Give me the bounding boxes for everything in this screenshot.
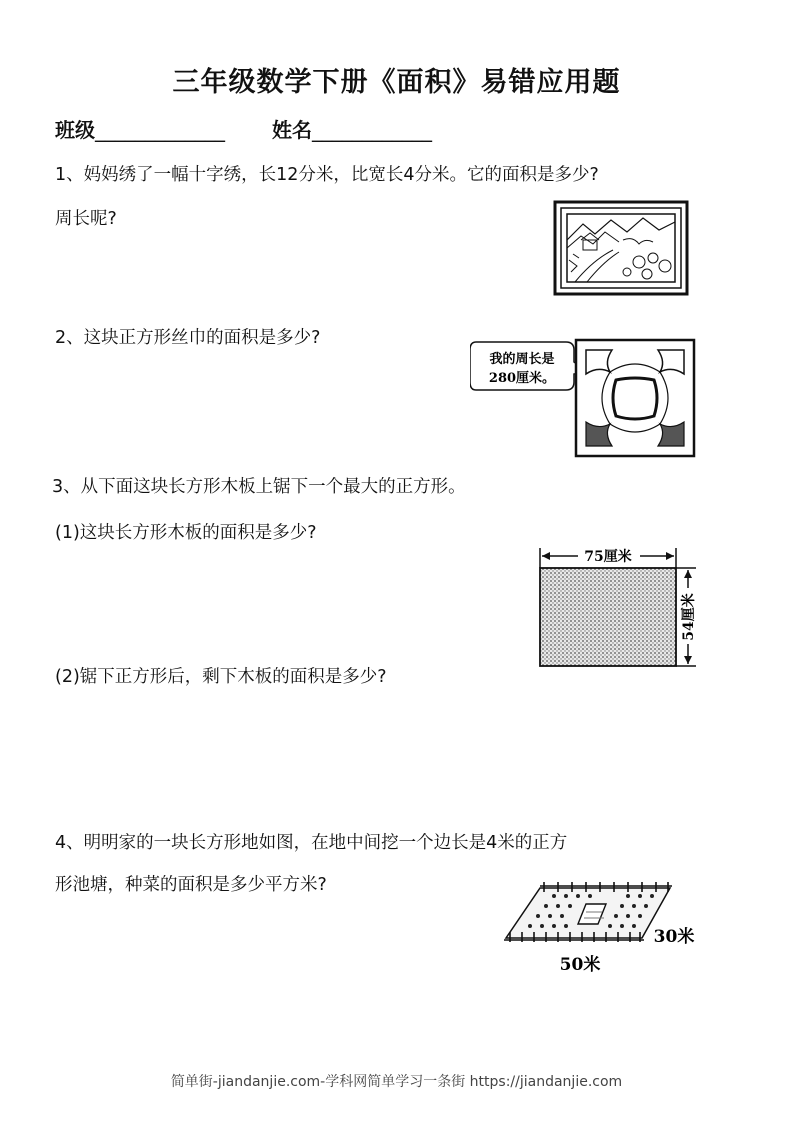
name-label: 姓名 — [272, 118, 312, 142]
question-2-text: 2、这块正方形丝巾的面积是多少? — [55, 328, 321, 348]
cross-stitch-picture — [553, 200, 689, 298]
class-label: 班级 — [55, 118, 95, 142]
field-width-label: 50米 — [559, 955, 601, 975]
question-3-sub-1: (1)这块长方形木板的面积是多少? — [55, 523, 317, 543]
name-blank: ____________ — [312, 118, 432, 142]
question-3-sub-2: (2)锯下正方形后，剩下木板的面积是多少? — [55, 667, 387, 687]
class-blank: _____________ — [95, 118, 225, 142]
question-1-line-1: 1、妈妈绣了一幅十字绣，长12分米，比宽长4分米。它的面积是多少? — [55, 165, 599, 185]
bubble-line-1: 我的周长是 — [489, 352, 555, 367]
vegetable-field-figure — [500, 880, 730, 976]
board-height-label: 54厘米 — [681, 593, 697, 641]
page-title: 三年级数学下册《面积》易错应用题 — [172, 67, 621, 98]
question-4-line-1: 4、明明家的一块长方形地如图，在地中间挖一个边长是4米的正方 — [55, 833, 568, 853]
board-width-label: 75厘米 — [584, 549, 632, 565]
question-1-line-2: 周长呢? — [55, 209, 117, 229]
question-3-text: 3、从下面这块长方形木板上锯下一个最大的正方形。 — [52, 477, 466, 497]
field-depth-label: 30米 — [653, 927, 695, 947]
bubble-line-2: 280厘米。 — [488, 371, 556, 386]
footer-watermark: 简单街-jiandanjie.com-学科网简单学习一条街 https://jiandanjie.com — [170, 1074, 623, 1090]
class-field — [55, 114, 225, 143]
name-field — [272, 114, 432, 143]
wood-board-figure — [530, 540, 710, 670]
silk-scarf-figure — [470, 336, 698, 460]
question-4-line-2: 形池塘，种菜的面积是多少平方米? — [55, 875, 327, 895]
